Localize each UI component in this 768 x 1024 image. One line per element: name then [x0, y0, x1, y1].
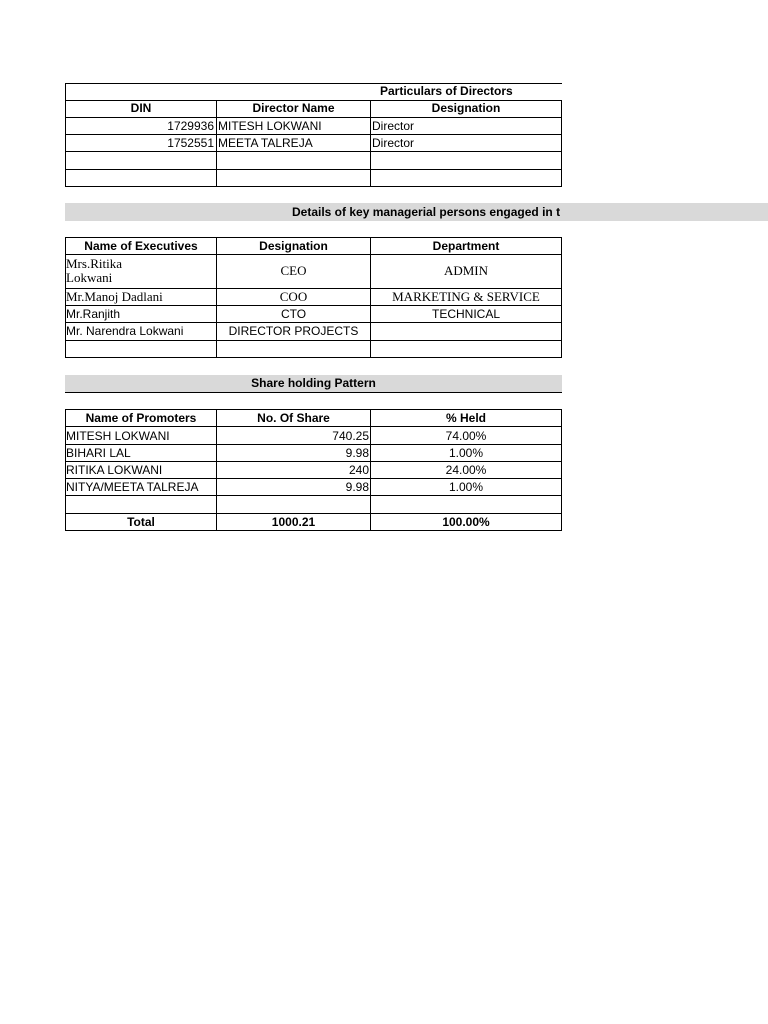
promoter-held: 1.00%: [448, 480, 484, 494]
promoter-name: MITESH LOKWANI: [66, 429, 170, 443]
promoter-shares: 9.98: [345, 446, 369, 460]
promoter-name: BIHARI LAL: [66, 446, 131, 460]
promoter-name: NITYA/MEETA TALREJA: [66, 480, 199, 494]
shares-title: Share holding Pattern: [251, 376, 376, 390]
total-label: Total: [127, 515, 155, 529]
shares-title-underline: [65, 392, 562, 393]
director-name: MITESH LOKWANI: [218, 119, 322, 133]
shares-row-divider: [65, 495, 562, 496]
directors-title: Particulars of Directors: [380, 84, 513, 98]
kmp-row-divider: [65, 340, 562, 341]
executive-name: Mrs.Ritika: [66, 256, 122, 271]
executive-department: MARKETING & SERVICE: [392, 289, 540, 304]
promoter-held: 1.00%: [448, 446, 484, 460]
director-din: 1729936: [167, 119, 214, 133]
executive-name: Mr.Manoj Dadlani: [66, 289, 163, 304]
header-designation: Designation: [431, 101, 501, 115]
director-name: MEETA TALREJA: [218, 136, 313, 150]
header-department: Department: [432, 239, 500, 253]
director-designation: Director: [372, 136, 415, 150]
kmp-right-border: [561, 237, 562, 358]
shares-right-border: [561, 409, 562, 531]
executive-name: Lokwani: [66, 270, 113, 285]
header-executive-name: Name of Executives: [84, 239, 198, 253]
header-percent-held: % Held: [445, 411, 486, 425]
header-designation: Designation: [259, 239, 328, 253]
directors-bottom-border: [65, 186, 562, 187]
promoter-name: RITIKA LOKWANI: [66, 463, 163, 477]
header-din: DIN: [130, 101, 152, 115]
total-shares: 1000.21: [271, 515, 316, 529]
shares-header-divider: [65, 426, 562, 427]
executive-name: Mr.Ranjith: [66, 307, 121, 321]
header-director-name: Director Name: [252, 101, 335, 115]
executive-designation: COO: [279, 289, 308, 304]
promoter-shares: 240: [348, 463, 369, 477]
promoter-held: 24.00%: [445, 463, 487, 477]
directors-row-divider: [65, 169, 562, 170]
executive-designation: CEO: [280, 263, 307, 278]
kmp-bottom-border: [65, 357, 562, 358]
header-promoter-name: Name of Promoters: [85, 411, 197, 425]
kmp-title: Details of key managerial persons engaged in t: [292, 205, 561, 219]
promoter-shares: 740.25: [332, 429, 369, 443]
executive-designation: DIRECTOR PROJECTS: [228, 324, 359, 338]
header-no-of-share: No. Of Share: [257, 411, 330, 425]
director-din: 1752551: [167, 136, 214, 150]
total-held: 100.00%: [442, 515, 490, 529]
executive-department: TECHNICAL: [431, 307, 500, 321]
promoter-shares: 9.98: [345, 480, 369, 494]
executive-department: ADMIN: [443, 263, 489, 278]
director-designation: Director: [372, 119, 415, 133]
executive-designation: CTO: [280, 307, 307, 321]
executive-name: Mr. Narendra Lokwani: [66, 324, 184, 338]
directors-right-border: [561, 100, 562, 187]
directors-row-divider: [65, 151, 562, 152]
shares-bottom-border: [65, 530, 562, 531]
kmp-header-divider: [65, 254, 562, 255]
promoter-held: 74.00%: [445, 429, 487, 443]
